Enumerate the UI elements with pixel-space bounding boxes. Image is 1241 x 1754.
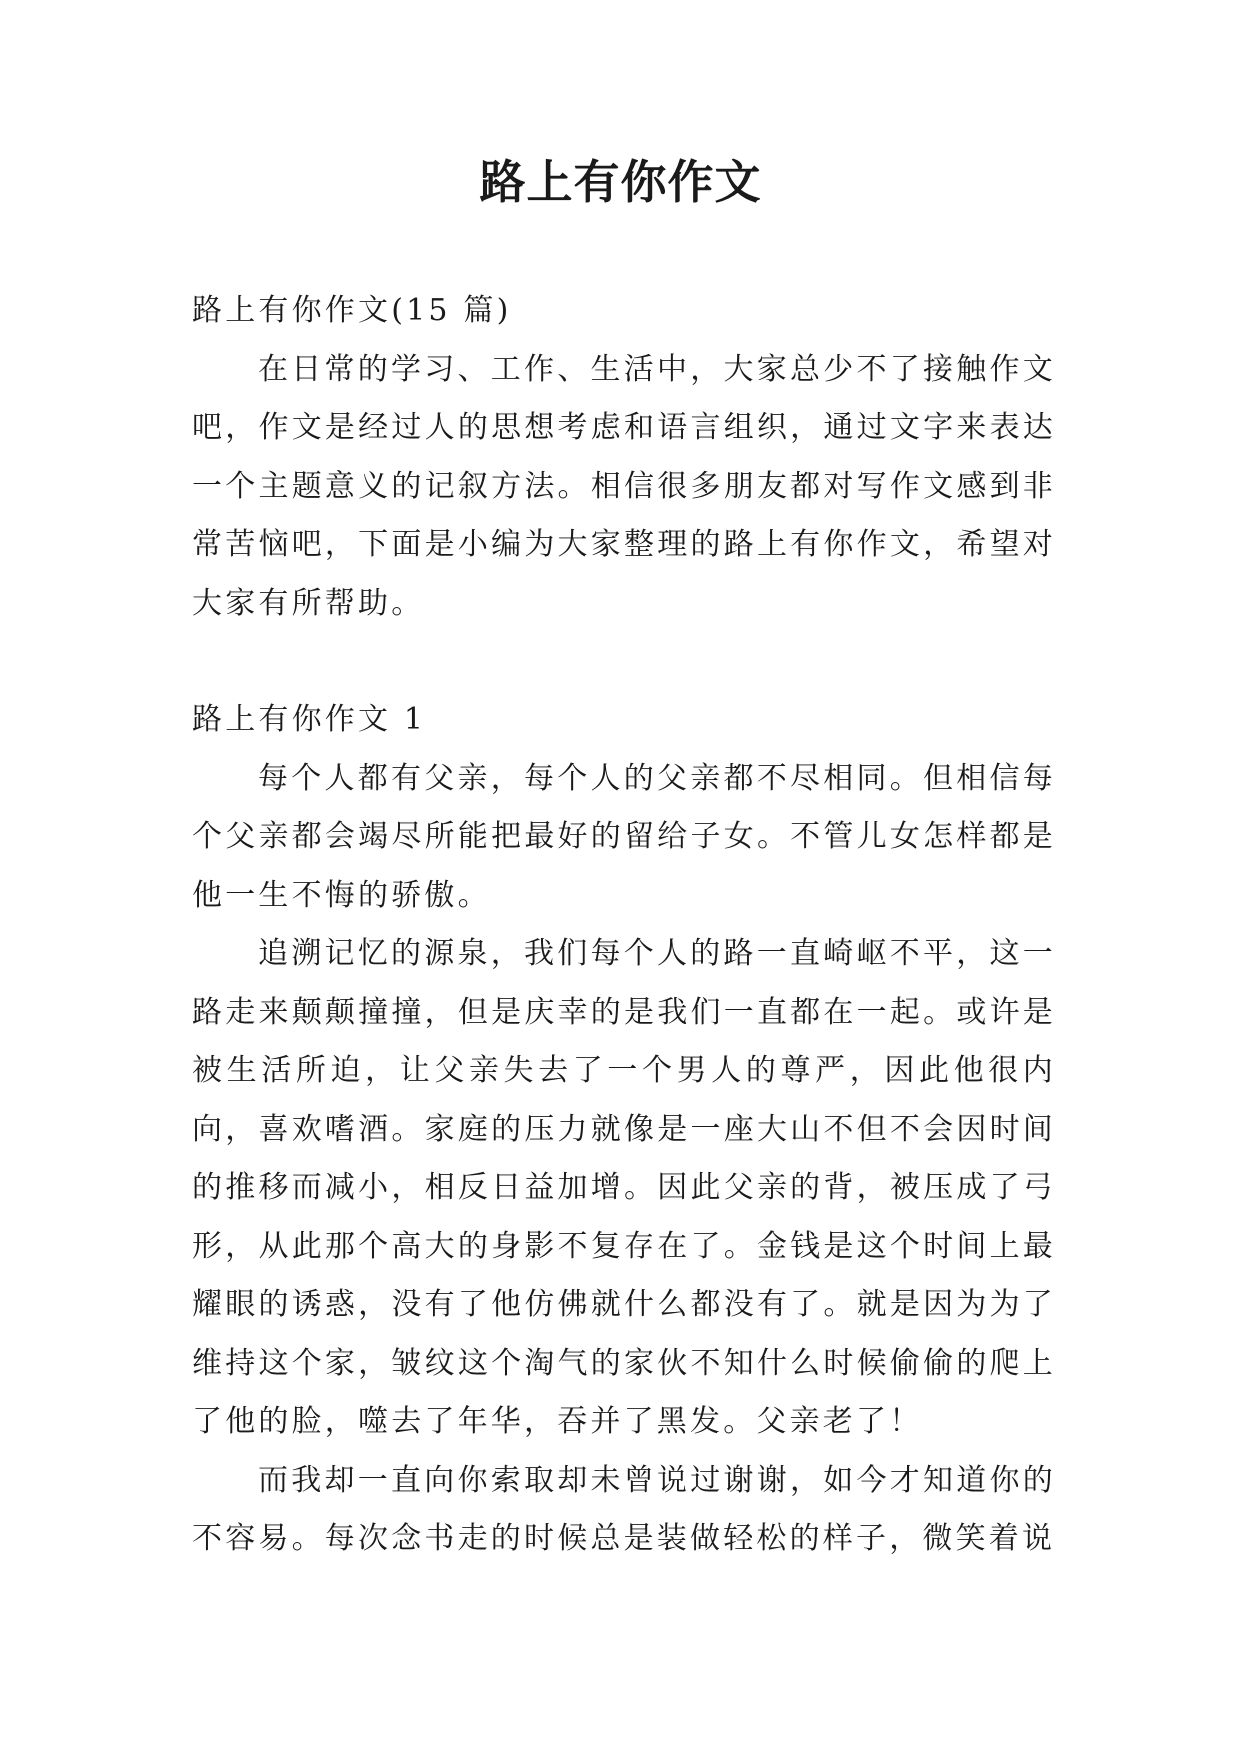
essay-paragraph: 而我却一直向你索取却未曾说过谢谢，如今才知道你的不容易。每次念书走的时候总是装做轻松的样子，微笑着说 [192,1462,1056,1556]
intro-paragraph: 在日常的学习、工作、生活中，大家总少不了接触作文吧，作文是经过人的思想考虑和语言组织，通过文字来表达一个主题意义的记叙方法。相信很多朋友都对写作文感到非常苦恼吧，下面是小编为大家整理的路上有你作文，希望对大家有所帮助。 [192,351,1056,621]
page-title: 路上有你作文 [479,155,762,209]
collection-heading: 路上有你作文(15 篇) [192,293,512,328]
document-body [192,282,1056,1569]
section-spacer [192,633,1056,691]
essay-paragraph: 追溯记忆的源泉，我们每个人的路一直崎岖不平，这一路走来颠颠撞撞，但是庆幸的是我们一直都在一起。或许是被生活所迫，让父亲失去了一个男人的尊严，因此他很内向，喜欢嗜酒。家庭的压力就像是一座大山不但不会因时间的推移而减小，相反日益加增。因此父亲的背，被压成了弓形，从此那个高大的身影不复存在了。金钱是这个时间上最耀眼的诱惑，没有了他仿佛就什么都没有了。就是因为为了维持这个家，皱纹这个淘气的家伙不知什么时候偷偷的爬上了他的脸，噬去了年华，吞并了黑发。父亲老了！ [192,936,1056,1439]
essay-heading: 路上有你作文 1 [192,702,427,737]
essay-paragraph: 每个人都有父亲，每个人的父亲都不尽相同。但相信每个父亲都会竭尽所能把最好的留给子女。不管儿女怎样都是他一生不悔的骄傲。 [192,760,1056,913]
